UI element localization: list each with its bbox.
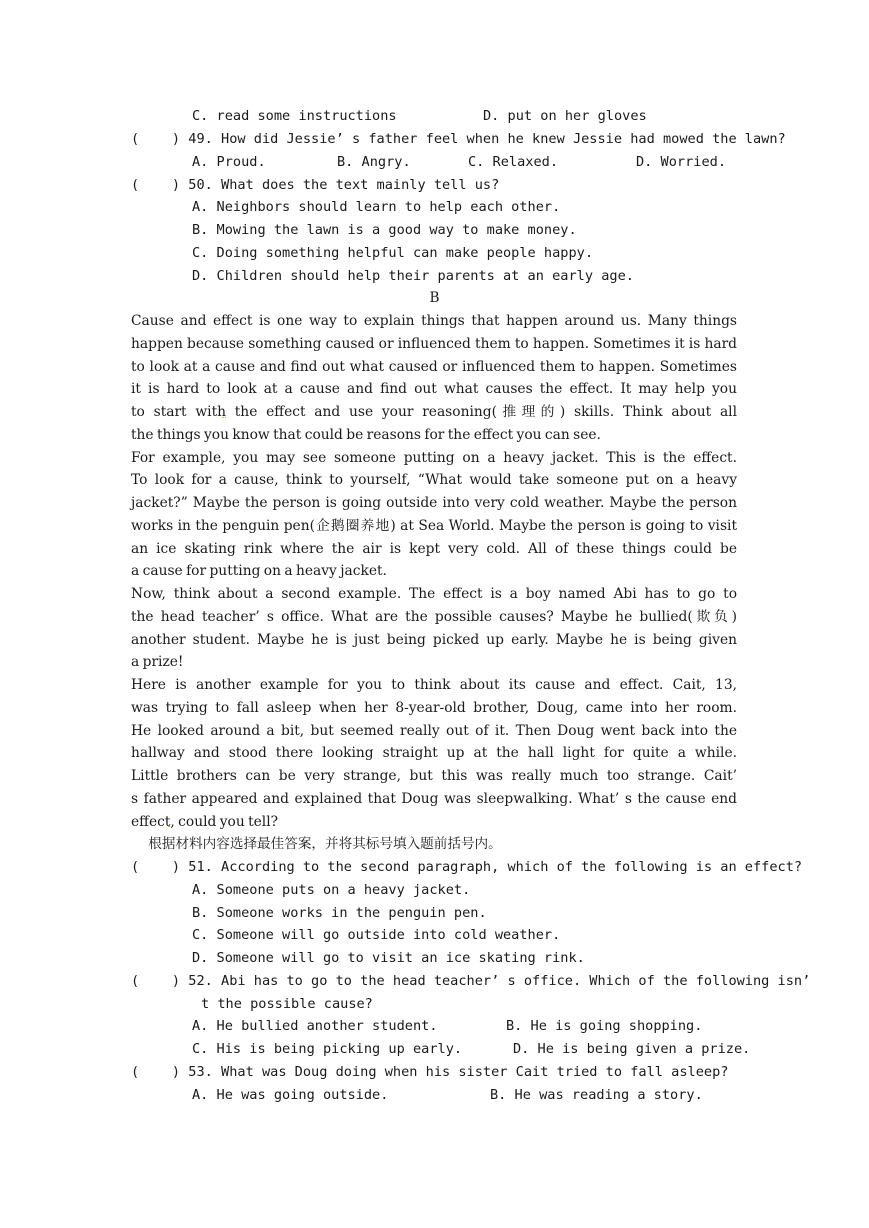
passage-line: to start with the effect and use your reasoning(推理的) skills. Think about all [131, 404, 737, 420]
q50-option-b: B. Mowing the lawn is a good way to make money. [192, 222, 577, 238]
q52-stem: ( ) 52. Abi has to go to the head teacher’ s office. Which of the following isn’ [131, 973, 811, 989]
passage-line: to look at a cause and find out what caused or influenced them to happen. Sometimes [131, 359, 737, 375]
q51-option-d: D. Someone will go to visit an ice skating rink. [192, 950, 585, 966]
passage-line: hallway and stood there looking straight up at the hall light for quite a while. [131, 745, 737, 761]
q52-stem-continued: t the possible cause? [201, 996, 373, 1012]
passage-line: it is hard to look at a cause and find out what causes the effect. It may help you [131, 381, 737, 397]
passage-line: s father appeared and explained that Doug was sleepwalking. What’ s the cause end [131, 791, 737, 807]
passage-line: was trying to fall asleep when her 8-year-old brother, Doug, came into her room. [131, 700, 737, 716]
instruction: 根据材料内容选择最佳答案，并将其标号填入题前括号内。 [131, 836, 502, 852]
passage-line: another student. Maybe he is just being picked up early. Maybe he is being given [131, 632, 737, 648]
q49-option-a: A. Proud. [192, 154, 266, 170]
q52-option-b: B. He is going shopping. [506, 1018, 703, 1034]
passage-line: an ice skating rink where the air is kept very cold. All of these things could be [131, 541, 737, 557]
q51-stem: ( ) 51. According to the second paragraph, which of the following is an effect? [131, 859, 803, 875]
q51-option-a: A. Someone puts on a heavy jacket. [192, 882, 471, 898]
passage-line: He looked around a bit, but seemed really out of it. Then Doug went back into the [131, 723, 737, 739]
q53-option-b: B. He was reading a story. [490, 1087, 703, 1103]
passage-line: effect, could you tell? [131, 814, 279, 830]
q49-option-d: D. Worried. [636, 154, 727, 170]
section-label: B [429, 290, 440, 306]
q50-option-a: A. Neighbors should learn to help each other. [192, 199, 561, 215]
q49-option-c: C. Relaxed. [468, 154, 559, 170]
passage-line: Here is another example for you to think about its cause and effect. Cait, 13, [131, 677, 737, 693]
q53-stem: ( ) 53. What was Doug doing when his sister Cait tried to fall asleep? [131, 1064, 729, 1080]
q48-option-d: D. put on her gloves [483, 108, 647, 124]
q50-stem: ( ) 50. What does the text mainly tell us? [131, 177, 500, 193]
passage-line: works in the penguin pen(企鹅圈养地) at Sea World. Maybe the person is going to visit [131, 518, 737, 534]
passage-line: Little brothers can be very strange, but this was really much too strange. Cait’ [131, 768, 737, 784]
passage-line: happen because something caused or influenced them to happen. Sometimes it is hard [131, 336, 737, 352]
q51-option-b: B. Someone works in the penguin pen. [192, 905, 487, 921]
q51-option-c: C. Someone will go outside into cold weather. [192, 927, 561, 943]
q48-option-c: C. read some instructions [192, 108, 397, 124]
passage-line: a cause for putting on a heavy jacket. [131, 563, 387, 579]
passage-line: the things you know that could be reasons for the effect you can see. [131, 427, 601, 443]
q53-option-a: A. He was going outside. [192, 1087, 389, 1103]
passage-line: the head teacher’ s office. What are the possible causes? Maybe he bullied(欺负) [131, 609, 737, 625]
q49-stem: ( ) 49. How did Jessie’ s father feel when he knew Jessie had mowed the lawn? [131, 131, 786, 147]
q50-option-c: C. Doing something helpful can make people happy. [192, 245, 594, 261]
passage-line: a prize! [131, 654, 184, 670]
passage-line: To look for a cause, think to yourself, “What would take someone put on a heavy [131, 472, 737, 488]
q52-option-c: C. His is being picking up early. [192, 1041, 463, 1057]
passage-line: For example, you may see someone putting on a heavy jacket. This is the effect. [131, 450, 737, 466]
passage-line: Cause and effect is one way to explain things that happen around us. Many things [131, 313, 737, 329]
passage-line: jacket?” Maybe the person is going outside into very cold weather. Maybe the person [131, 495, 737, 511]
edit-mark [222, 413, 226, 418]
q49-option-b: B. Angry. [337, 154, 411, 170]
q50-option-d: D. Children should help their parents at an early age. [192, 268, 634, 284]
q52-option-a: A. He bullied another student. [192, 1018, 438, 1034]
q52-option-d: D. He is being given a prize. [513, 1041, 751, 1057]
edit-mark [168, 822, 172, 827]
passage-line: Now, think about a second example. The effect is a boy named Abi has to go to [131, 586, 737, 602]
